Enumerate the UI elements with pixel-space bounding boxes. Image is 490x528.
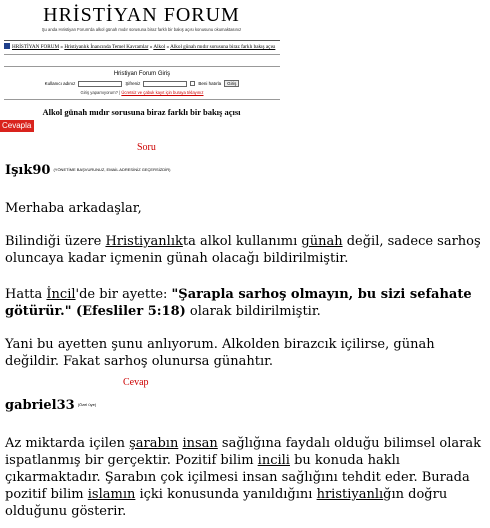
remember-checkbox[interactable] xyxy=(190,81,195,86)
post-paragraph xyxy=(5,286,487,320)
login-button[interactable]: Giriş xyxy=(224,80,239,87)
site-tagline: Şu anda Hıristiyan Forum'da alkol günah mıdır sorusuna biraz farklı bir bakış açısı konusunu okumaktasınız xyxy=(41,27,242,32)
breadcrumb-sep: » xyxy=(149,44,153,50)
post-author-name[interactable]: Işık90 xyxy=(5,163,51,178)
post-author xyxy=(5,398,96,413)
login-panel xyxy=(4,66,280,100)
home-icon[interactable] xyxy=(4,43,10,49)
text-span: ta alkol kullanımı xyxy=(182,234,302,249)
post-paragraph: Yani bu ayetten şunu anlıyorum. Alkolden birazcık içilirse, günah değildir. Fakat sarhoş olunursa günahtır. xyxy=(5,337,435,369)
keyword-link[interactable]: Hristiyanlık xyxy=(105,234,183,249)
text-span: olarak bildirilmiştir. xyxy=(185,304,321,319)
post-paragraph: Merhaba arkadaşlar, xyxy=(5,201,142,216)
reply-button[interactable]: Cevapla xyxy=(0,120,34,132)
password-input[interactable] xyxy=(143,81,187,87)
post-author-name[interactable]: gabriel33 xyxy=(5,398,75,413)
text-span: Az miktarda içilen xyxy=(5,436,130,451)
keyword-link[interactable]: insan xyxy=(182,436,218,451)
post-paragraph xyxy=(5,435,487,520)
keyword-link[interactable]: hristiyanlı xyxy=(316,487,384,502)
text-span: değil, sadece sarhoş oluncaya kadar içmenin günah olacağı bildirilmiştir. xyxy=(5,234,481,266)
login-form xyxy=(4,80,280,87)
keyword-link[interactable]: islamın xyxy=(87,487,136,502)
site-title[interactable]: HRİSTİYAN FORUM xyxy=(43,4,240,26)
keyword-link[interactable]: günah xyxy=(301,234,343,249)
question-label: Soru xyxy=(137,142,156,153)
login-links xyxy=(4,90,280,100)
keyword-link[interactable]: incili xyxy=(257,453,290,468)
forgot-link[interactable]: Giriş yapamıyorum? | xyxy=(80,90,122,95)
keyword-link[interactable]: İncil xyxy=(46,287,76,302)
answer-label: Cevap xyxy=(123,377,149,388)
site-header xyxy=(0,0,283,32)
breadcrumb-current[interactable]: Alkol günah mıdır sorusuna biraz farklı bakış açısı xyxy=(170,44,276,50)
text-span: bu konuda haklı çıkarmaktadır. Şarabın çok içilmesi insan sağlığını tehdit eder. Burada pozitif bilim xyxy=(5,453,470,502)
post-author-note: (Özel üye) xyxy=(77,402,97,407)
breadcrumb-home[interactable]: HRİSTİYAN FORUM xyxy=(12,44,60,50)
post-author xyxy=(5,163,170,178)
text-span: ğın doğru olduğunu gösterir. xyxy=(5,487,448,519)
text-span: 'de bir ayette: xyxy=(75,287,172,302)
breadcrumb-category[interactable]: Hristiyanlık İnancında Temel Kavramlar xyxy=(64,44,149,50)
register-link[interactable]: Ücretsiz ve çabuk kayıt için buraya tıklayınız xyxy=(121,90,204,95)
breadcrumb-sep: » xyxy=(60,44,64,50)
text-span: Bilindiği üzere xyxy=(5,234,106,249)
login-title: Hristiyan Forum Giriş xyxy=(113,71,171,77)
password-label: Şifreniz xyxy=(125,81,141,86)
post-author-note: (YÖNETİME BAŞVURUNUZ, EMAİL ADRESİNİZ GEÇERSİZDİR) xyxy=(53,167,171,172)
breadcrumb-sep: » xyxy=(166,44,170,50)
text-span: Hatta xyxy=(5,287,47,302)
topic-title: Alkol günah mıdır sorusuna biraz farklı bir bakış açısı xyxy=(42,107,241,117)
keyword-link[interactable]: şarabın xyxy=(129,436,179,451)
breadcrumb-subcategory[interactable]: Alkol xyxy=(153,44,166,50)
breadcrumb xyxy=(4,40,280,55)
text-span: içki konusunda yanıldığını xyxy=(135,487,317,502)
username-input[interactable] xyxy=(78,81,122,87)
text-span: sağlığına faydalı olduğu bilimsel olarak ispatlanmış bir gerçektir. Pozitif bilim xyxy=(5,436,482,468)
bible-quote: "Şarapla sarhoş olmayın, bu sizi sefahate götürür." (Efesliler 5:18) xyxy=(5,287,472,319)
remember-label: Beni hatırla xyxy=(198,81,222,86)
username-label: Kullanıcı adınız xyxy=(44,81,76,86)
post-paragraph xyxy=(5,233,487,267)
